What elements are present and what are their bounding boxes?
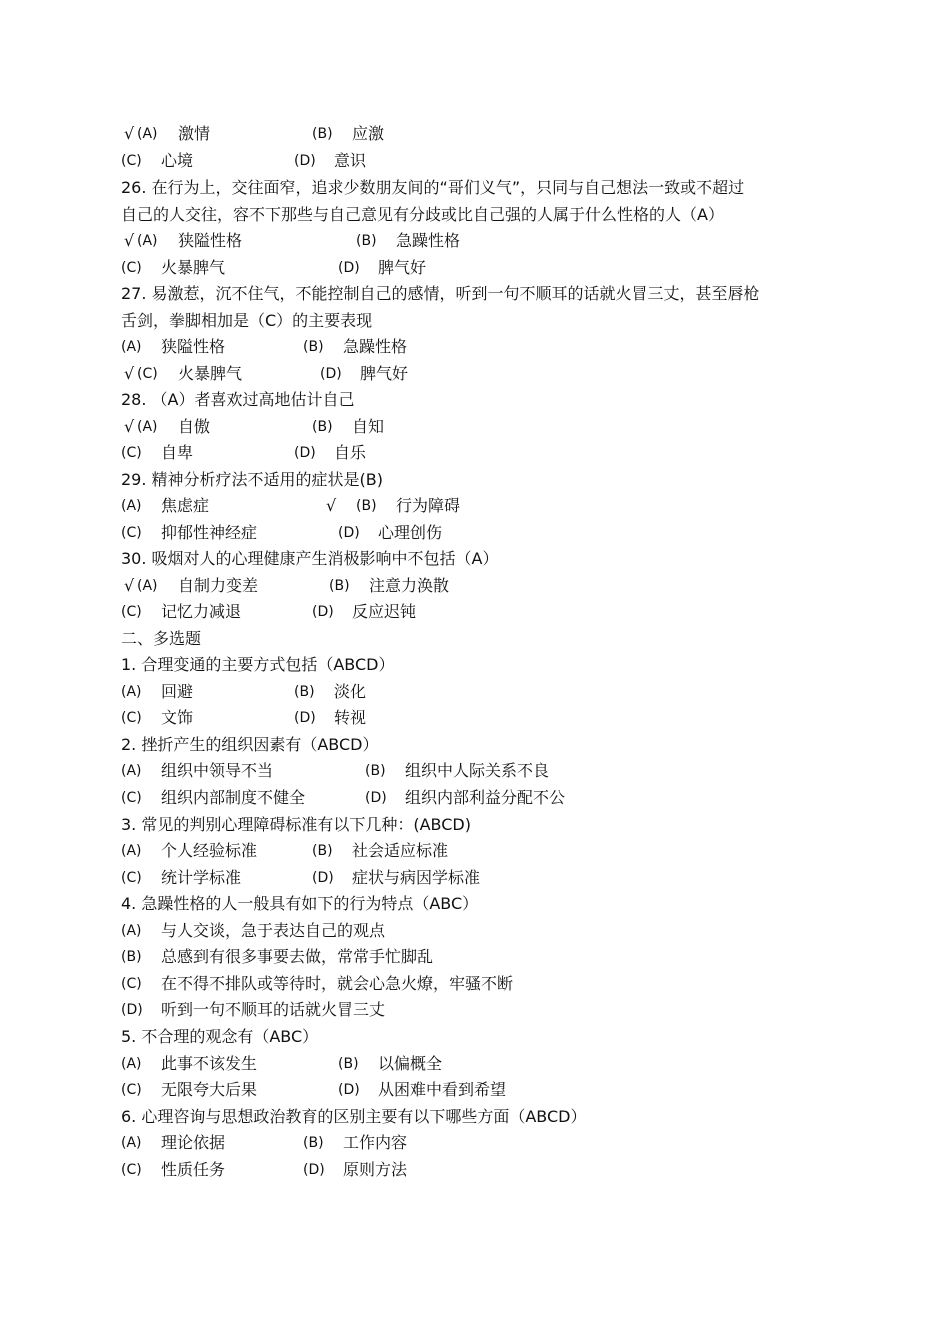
option-row [0,1130,950,1156]
question-line: 5. 不合理的观念有（ABC） [121,1027,319,1046]
option-text: 理论依据 [161,1133,226,1152]
option-row [0,573,950,599]
option-text: 组织内部制度不健全 [161,788,306,807]
question-line: 舌剑，拳脚相加是（C）的主要表现 [121,310,373,330]
option-row [0,520,950,546]
question-text [0,652,950,678]
option-row [0,334,950,360]
option-label: (B) [356,233,377,249]
check-mark: √ [124,231,135,250]
question-line: 29. 精神分析疗法不适用的症状是(B) [121,470,383,489]
option-label: (B) [303,339,324,355]
option-label: (C) [121,604,142,620]
option-label: (D) [320,366,342,382]
option-row [0,255,950,281]
option-label: (B) [312,843,333,859]
option-text: 工作内容 [343,1133,408,1152]
option-text: 记忆力减退 [161,602,242,621]
option-label: (B) [294,684,315,700]
option-text: 急躁性格 [396,231,461,250]
option-label: (C) [121,1082,142,1098]
option-row [0,1077,950,1103]
option-label: (D) [294,153,316,169]
question-text [0,1104,950,1130]
option-text: 应激 [352,124,385,143]
option-row [0,493,950,519]
option-row [0,121,950,147]
option-text: 症状与病因学标准 [352,868,481,887]
option-row [0,997,950,1023]
option-row [0,1157,950,1183]
option-text: 性质任务 [161,1160,226,1179]
option-label: (A) [121,763,142,779]
option-row [0,918,950,944]
option-text: 组织内部利益分配不公 [405,788,566,807]
option-label: (A) [121,498,142,514]
option-row [0,1051,950,1077]
option-row [0,758,950,784]
option-text: 此事不该发生 [161,1054,258,1073]
option-label: (A) [121,684,142,700]
option-text: 文饰 [161,708,194,727]
check-mark: √ [326,496,337,515]
option-label: (D) [338,1082,360,1098]
option-text: 听到一句不顺耳的话就火冒三丈 [161,1000,386,1019]
option-row [0,865,950,891]
question-text [0,891,950,917]
check-mark: √ [124,417,135,436]
option-text: 转视 [334,708,367,727]
check-mark: √ [124,364,135,383]
option-row [0,148,950,174]
option-row [0,838,950,864]
option-row [0,785,950,811]
option-label: (C) [121,976,142,992]
option-label: (D) [294,445,316,461]
question-line: 自己的人交往，容不下那些与自己意见有分歧或比自己强的人属于什么性格的人（A） [121,204,724,224]
option-label: (D) [312,604,334,620]
option-text: 组织中领导不当 [161,761,274,780]
option-label: (A) [137,419,158,435]
option-text: 从困难中看到希望 [378,1080,507,1099]
option-label: (C) [121,870,142,886]
option-text: 自卑 [161,443,194,462]
option-text: 统计学标准 [161,868,242,887]
option-text: 组织中人际关系不良 [405,761,550,780]
option-label: (C) [121,445,142,461]
question-text [121,281,760,334]
option-text: 心理创伤 [378,523,443,542]
option-label: (A) [137,578,158,594]
option-row [0,944,950,970]
question-text [0,467,950,493]
option-row [0,705,950,731]
option-row [0,599,950,625]
option-label: (D) [338,525,360,541]
option-label: (C) [121,153,142,169]
question-text [121,175,744,228]
option-row [0,414,950,440]
option-label: (C) [121,710,142,726]
option-label: (A) [121,1056,142,1072]
question-text [0,387,950,413]
option-text: 回避 [161,682,194,701]
option-text: 自制力变差 [178,576,259,595]
option-text: 脾气好 [360,364,409,383]
question-line: 4. 急躁性格的人一般具有如下的行为特点（ABC） [121,894,479,913]
section-heading [0,626,950,652]
option-text: 狭隘性格 [161,337,226,356]
option-text: 行为障碍 [396,496,461,515]
option-label: (B) [312,419,333,435]
option-text: 心境 [161,151,194,170]
option-text: 自傲 [178,417,211,436]
option-label: (C) [121,790,142,806]
option-row [0,228,950,254]
question-line: 28. （A）者喜欢过高地估计自己 [121,390,355,409]
question-text [0,1024,950,1050]
option-text: 焦虑症 [161,496,210,515]
check-mark: √ [124,576,135,595]
option-text: 反应迟钝 [352,602,417,621]
option-row [0,361,950,387]
option-label: (D) [312,870,334,886]
option-text: 总感到有很多事要去做，常常手忙脚乱 [161,947,434,966]
option-text: 无限夸大后果 [161,1080,258,1099]
option-label: (A) [121,843,142,859]
option-label: (C) [121,260,142,276]
option-text: 急躁性格 [343,337,408,356]
option-row [0,679,950,705]
question-text [0,732,950,758]
question-text [0,546,950,572]
option-text: 火暴脾气 [178,364,243,383]
option-label: (D) [121,1002,143,1018]
option-label: (D) [303,1162,325,1178]
option-label: (B) [338,1056,359,1072]
question-line: 30. 吸烟对人的心理健康产生消极影响中不包括（A） [121,549,499,568]
question-line: 26. 在行为上，交往面窄，追求少数朋友间的“哥们义气”，只同与自己想法一致或不超过 [121,178,745,197]
option-label: (A) [121,1135,142,1151]
option-text: 激情 [178,124,211,143]
option-text: 注意力涣散 [369,576,450,595]
option-label: (A) [137,233,158,249]
option-label: (A) [121,339,142,355]
option-text: 淡化 [334,682,367,701]
option-text: 意识 [334,151,367,170]
question-text [0,812,950,838]
option-label: (D) [294,710,316,726]
question-line: 27. 易激惹，沉不住气，不能控制自己的感情，听到一句不顺耳的话就火冒三丈，甚至唇枪 [121,284,760,303]
option-text: 以偏概全 [378,1054,443,1073]
option-label: (B) [356,498,377,514]
section-title: 二、多选题 [121,629,202,648]
option-label: (B) [121,949,142,965]
question-line: 1. 合理变通的主要方式包括（ABCD） [121,655,395,674]
option-text: 在不得不排队或等待时，就会心急火燎，牢骚不断 [161,974,514,993]
option-label: (C) [137,366,158,382]
option-label: (D) [365,790,387,806]
check-mark: √ [124,124,135,143]
option-text: 脾气好 [378,258,427,277]
option-text: 抑郁性神经症 [161,523,258,542]
question-line: 2. 挫折产生的组织因素有（ABCD） [121,735,379,754]
option-text: 自知 [352,417,385,436]
option-label: (A) [137,126,158,142]
option-row [0,440,950,466]
question-line: 3. 常见的判别心理障碍标准有以下几种：(ABCD) [121,815,471,834]
option-row [0,971,950,997]
option-label: (B) [329,578,350,594]
option-label: (A) [121,923,142,939]
option-label: (B) [312,126,333,142]
option-label: (D) [338,260,360,276]
option-text: 狭隘性格 [178,231,243,250]
option-label: (C) [121,525,142,541]
option-label: (C) [121,1162,142,1178]
option-text: 与人交谈，急于表达自己的观点 [161,921,386,940]
option-text: 社会适应标准 [352,841,449,860]
option-text: 个人经验标准 [161,841,258,860]
question-line: 6. 心理咨询与思想政治教育的区别主要有以下哪些方面（ABCD） [121,1107,587,1126]
option-text: 火暴脾气 [161,258,226,277]
option-label: (B) [303,1135,324,1151]
option-text: 原则方法 [343,1160,408,1179]
option-text: 自乐 [334,443,367,462]
option-label: (B) [365,763,386,779]
